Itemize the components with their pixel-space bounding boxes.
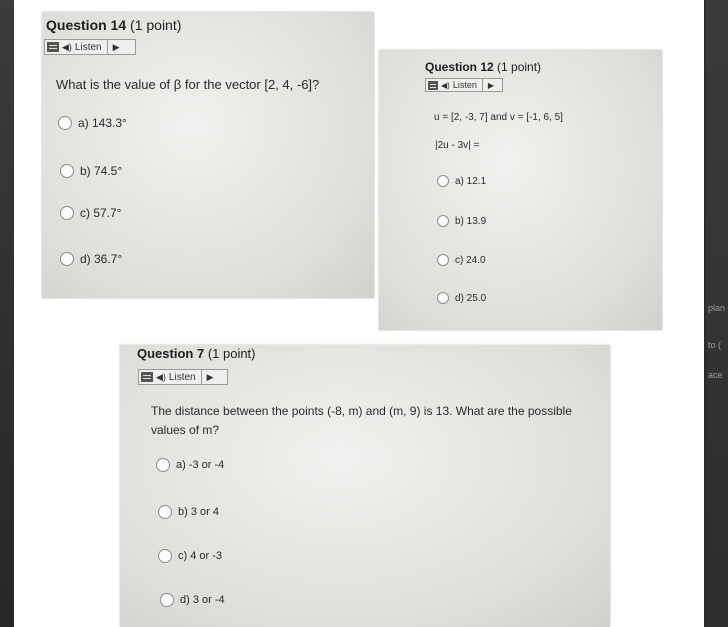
question-text: The distance between the points (-8, m) and (m, 9) is 13. What are the possible values of m? [151,404,572,437]
radio-button[interactable] [158,505,172,519]
option-label: a) 143.3° [78,116,127,130]
question-14-card [42,12,374,298]
radio-button[interactable] [60,164,74,178]
option-label: d) 36.7° [80,252,123,266]
play-icon[interactable]: ▶ [487,80,495,90]
option-label: b) 74.5° [80,164,123,178]
radio-button[interactable] [58,116,72,130]
listen-button[interactable] [138,369,228,385]
menu-icon [141,372,153,382]
option-label: b) 13.9 [455,215,487,227]
question-points: (1 point) [130,17,182,33]
listen-label: Listen [452,80,477,90]
divider [482,79,483,91]
question-12-card [379,50,662,330]
radio-button[interactable] [156,458,170,472]
radio-button[interactable] [60,206,74,220]
option-c[interactable] [158,549,222,563]
option-label: d) 25.0 [455,292,487,304]
question-title [425,60,541,74]
option-b[interactable] [158,505,219,519]
option-label: d) 3 or -4 [180,594,225,606]
question-points: (1 point) [497,60,542,74]
option-label: c) 4 or -3 [178,550,223,562]
radio-button[interactable] [160,593,174,607]
menu-icon [428,81,438,90]
question-number: Question 12 [425,60,494,74]
speaker-icon: ◀) [156,371,166,382]
divider [201,370,202,384]
left-background-strip [0,0,14,627]
option-c[interactable] [437,254,486,266]
play-icon[interactable]: ▶ [112,41,120,52]
divider [107,40,108,54]
listen-button[interactable] [44,39,136,55]
play-icon[interactable]: ▶ [206,371,214,382]
option-label: a) -3 or -4 [176,459,225,471]
question-text: What is the value of β for the vector [2, 4, -6]? [56,77,320,92]
option-label: c) 24.0 [455,254,486,266]
option-label: c) 57.7° [80,206,122,220]
speaker-icon: ◀) [62,41,72,52]
radio-button[interactable] [437,292,449,304]
right-background-strip [706,0,728,627]
radio-button[interactable] [437,175,449,187]
radio-button[interactable] [437,254,449,266]
radio-button[interactable] [158,549,172,563]
edge-fragment: to ( [708,340,722,350]
option-d[interactable] [160,593,225,607]
radio-button[interactable] [60,252,74,266]
listen-label: Listen [168,371,196,383]
question-title [137,346,256,361]
menu-icon [47,42,59,52]
option-label: a) 12.1 [455,175,487,187]
option-a[interactable] [156,458,224,472]
question-number: Question 14 [46,17,127,33]
question-vectors: u = [2, -3, 7] and v = [-1, 6, 5] [434,112,563,123]
question-number: Question 7 [137,346,205,361]
edge-fragment: plan [708,303,726,313]
question-title [46,17,181,33]
option-c[interactable] [60,206,121,220]
question-points: (1 point) [207,346,256,361]
listen-button[interactable] [425,78,503,92]
question-7-card [120,345,610,627]
radio-button[interactable] [437,215,449,227]
option-d[interactable] [60,252,122,266]
option-b[interactable] [437,215,486,227]
option-a[interactable] [58,116,127,130]
option-label: b) 3 or 4 [178,506,219,518]
question-expression: |2u - 3v| = [435,140,480,151]
listen-label: Listen [74,41,102,53]
option-b[interactable] [60,164,122,178]
speaker-icon: ◀) [441,80,450,90]
option-d[interactable] [437,292,486,304]
option-a[interactable] [437,175,486,187]
edge-fragment: ace [708,370,723,380]
